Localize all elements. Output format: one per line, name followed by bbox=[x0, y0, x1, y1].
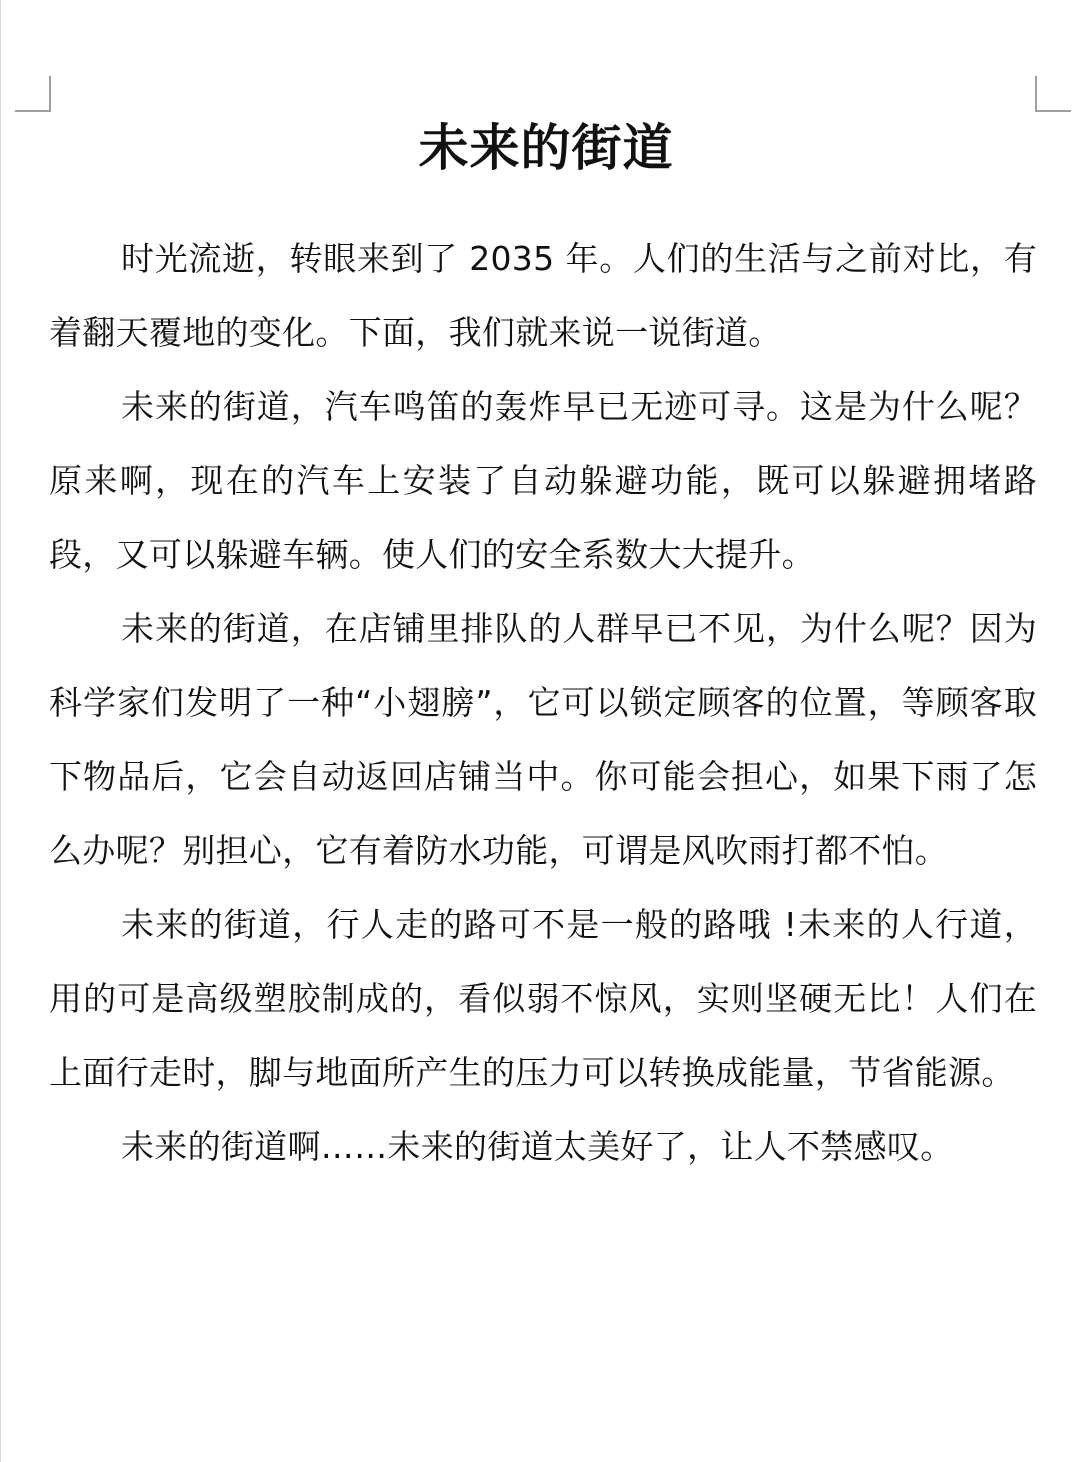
document-body bbox=[49, 222, 1037, 1184]
paragraph-4: 未来的街道，行人走的路可不是一般的路哦 !未来的人行道，用的可是高级塑胶制成的，看似弱不惊风，实则坚硬无比！人们在上面行走时，脚与地面所产生的压力可以转换成能量，节省能源。 bbox=[49, 905, 1037, 1092]
margin-corner-mark-right bbox=[1035, 76, 1071, 112]
paragraph-2: 未来的街道，汽车鸣笛的轰炸早已无迹可寻。这是为什么呢？原来啊，现在的汽车上安装了自动躲避功能，既可以躲避拥堵路段，又可以躲避车辆。使人们的安全系数大大提升。 bbox=[49, 387, 1037, 574]
paragraph-3: 未来的街道，在店铺里排队的人群早已不见，为什么呢？因为科学家们发明了一种“小翅膀”，它可以锁定顾客的位置，等顾客取下物品后，它会自动返回店铺当中。你可能会担心，如果下雨了怎么办呢？别担心，它有着防水功能，可谓是风吹雨打都不怕。 bbox=[49, 609, 1037, 870]
document-title: 未来的街道 bbox=[418, 119, 674, 177]
margin-corner-mark-left bbox=[15, 76, 51, 112]
paragraph-5: 未来的街道啊……未来的街道太美好了，让人不禁感叹。 bbox=[121, 1127, 954, 1166]
paragraph-1: 时光流逝，转眼来到了 2035 年。人们的生活与之前对比，有着翻天覆地的变化。下面，我们就来说一说街道。 bbox=[49, 239, 1037, 352]
